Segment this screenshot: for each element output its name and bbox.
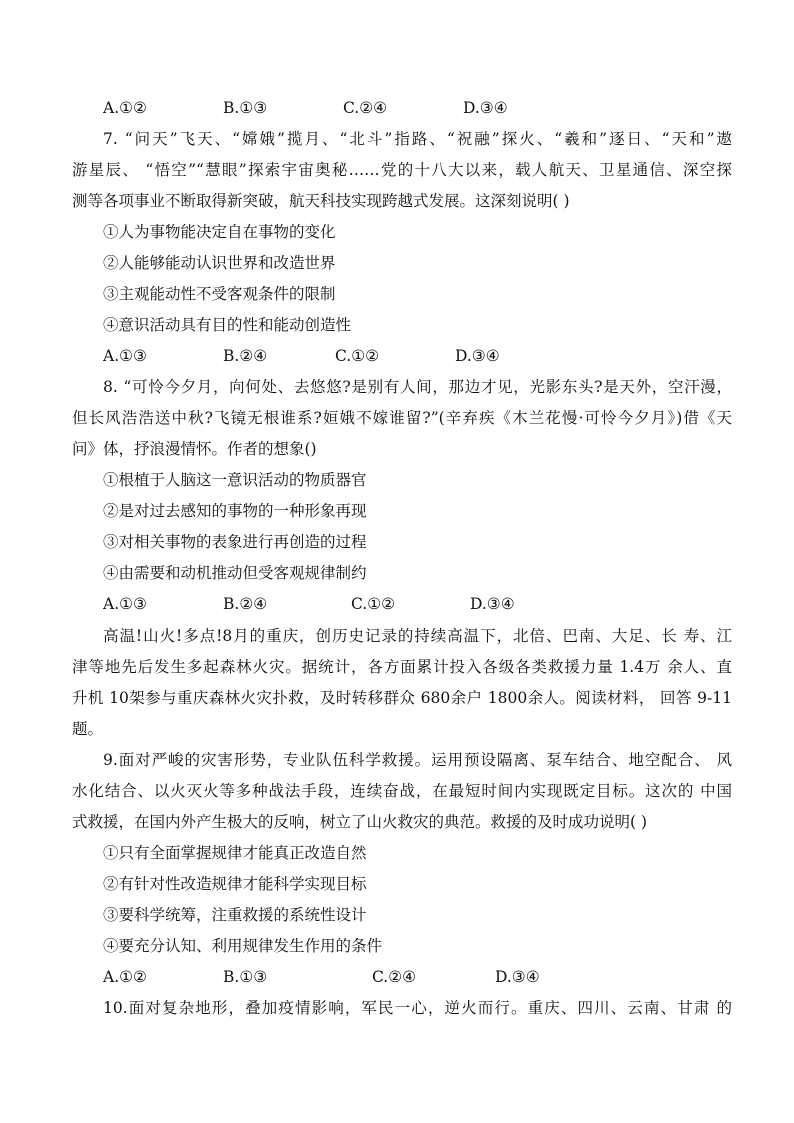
q8-stem-line-2: 但长风浩浩送中秋?飞镜无根谁系?姮娥不嫁谁留?”(辛弃疾《木兰花慢·可怜今夕月》)借《天 <box>72 409 732 427</box>
q7-choice-1: ①人为事物能决定自在事物的变化 <box>103 223 336 241</box>
q9-stem-line-3: 式救援，在国内外产生极大的反响，树立了山火救灾的典范。救援的及时成功说明( ) <box>72 813 648 831</box>
material-line-4: 题。 <box>72 720 104 738</box>
q9-stem-line-1: 9.面对严峻的灾害形势，专业队伍科学救援。运用预设隔离、泵车结合、地空配合、 风 <box>103 751 732 769</box>
q9-options <box>103 964 732 990</box>
q9-choice-4: ④要充分认知、利用规律发生作用的条件 <box>103 937 383 955</box>
q9-choice-2: ②有针对性改造规律才能科学实现目标 <box>103 875 367 893</box>
q7-choice-4: ④意识活动具有目的性和能动创造性 <box>103 316 352 334</box>
q9-option-c: C.②④ <box>372 968 417 986</box>
q9-choice-1: ①只有全面掌握规律才能真正改造自然 <box>103 844 367 862</box>
q7-option-b: B.②④ <box>223 347 268 365</box>
q9-stem-line-2: 水化结合、以火灭火等多种战法手段，连续奋战，在最短时间内实现既定目标。这次的 中国 <box>72 782 732 800</box>
q6-option-b: B.①③ <box>223 99 268 117</box>
q7-stem-line-3: 测等各项事业不断取得新突破，航天科技实现跨越式发展。这深刻说明( ) <box>72 192 570 210</box>
q7-stem-line-2: 游星辰、 “悟空”“慧眼”探索宇宙奥秘……党的十八大以来，载人航天、卫星通信、深空探 <box>72 161 732 179</box>
q8-options <box>103 591 732 617</box>
q10-stem-line-1: 10.面对复杂地形，叠加疫情影响，军民一心，逆火而行。重庆、四川、云南、甘肃 的 <box>103 999 732 1017</box>
q8-option-a: A.①③ <box>103 595 147 613</box>
q6-options <box>103 95 732 121</box>
q8-choice-2: ②是对过去感知的事物的一种形象再现 <box>103 502 367 520</box>
q9-option-d: D.③④ <box>495 968 540 986</box>
q7-choice-3: ③主观能动性不受客观条件的限制 <box>103 285 336 303</box>
q8-option-c: C.①② <box>351 595 396 613</box>
q8-option-d: D.③④ <box>470 595 515 613</box>
q8-choice-1: ①根植于人脑这一意识活动的物质器官 <box>103 471 367 489</box>
q8-stem-line-3: 问》体，抒浪漫情怀。作者的想象() <box>72 440 317 458</box>
q9-option-b: B.①③ <box>223 968 268 986</box>
q7-choice-2: ②人能够能动认识世界和改造世界 <box>103 254 336 272</box>
q7-option-a: A.①③ <box>103 347 147 365</box>
q9-option-a: A.①② <box>103 968 147 986</box>
material-line-1: 高温!山火!多点!8月的重庆，创历史记录的持续高温下，北倍、巴南、大足、长 寿、江 <box>103 627 732 645</box>
material-line-2: 津等地先后发生多起森林火灾。据统计，各方面累计投入各级各类救援力量 1.4万 余人、直 <box>72 658 732 676</box>
q9-choice-3: ③要科学统筹，注重救援的系统性设计 <box>103 906 367 924</box>
q8-stem-line-1: 8. “可怜今夕月，向何处、去悠悠?是别有人间，那边才见，光影东头?是天外，空汗漫， <box>103 378 732 396</box>
q7-option-c: C.①② <box>335 347 380 365</box>
q8-choice-3: ③对相关事物的表象进行再创造的过程 <box>103 533 367 551</box>
q6-option-a: A.①② <box>103 99 147 117</box>
material-line-3: 升机 10架参与重庆森林火灾扑救，及时转移群众 680余户 1800余人。阅读材料， 回答 9-11 <box>72 689 732 707</box>
q6-option-d: D.③④ <box>463 99 508 117</box>
q8-choice-4: ④由需要和动机推动但受客观规律制约 <box>103 564 367 582</box>
q7-options <box>103 343 732 369</box>
q8-option-b: B.②④ <box>223 595 268 613</box>
q7-stem-line-1: 7. “问天”飞天、“嫦娥”揽月、“北斗”指路、“祝融”探火、“羲和”逐日、“天和”遨 <box>103 130 732 148</box>
q7-option-d: D.③④ <box>455 347 500 365</box>
q6-option-c: C.②④ <box>343 99 388 117</box>
